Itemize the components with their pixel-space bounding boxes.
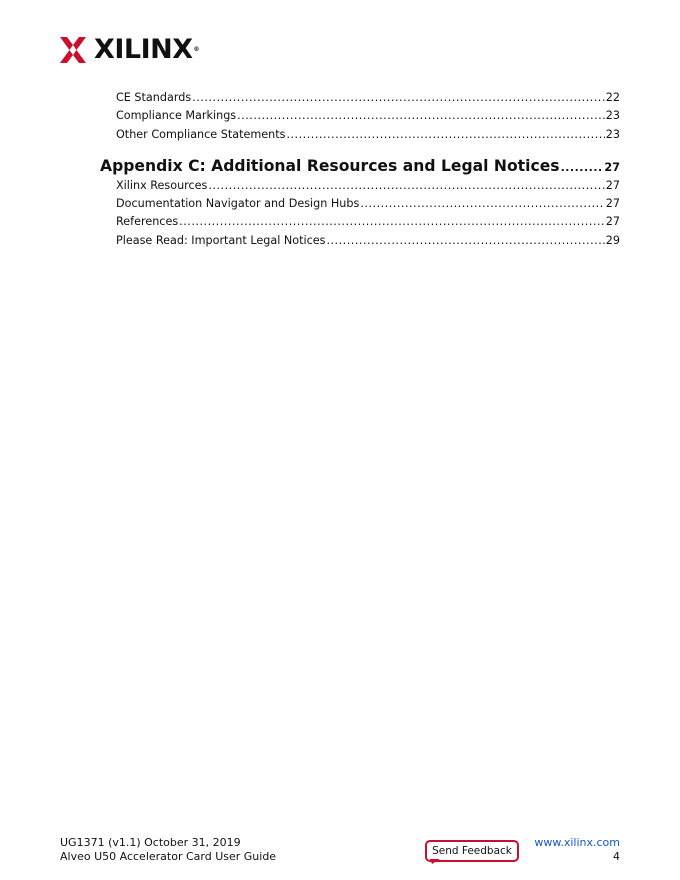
footer-doc-title: Alveo U50 Accelerator Card User Guide: [60, 850, 277, 863]
toc-entry-page: 27: [605, 215, 620, 228]
toc-entry-page: 23: [605, 128, 620, 141]
toc-entry-documentation-navigator[interactable]: [116, 197, 620, 210]
footer-doc-info: [60, 836, 276, 864]
toc-entry-label: Please Read: Important Legal Notices: [116, 234, 326, 247]
footer-doc-id: UG1371 (v1.1) October 31, 2019: [60, 836, 241, 849]
toc-entry-page: 22: [605, 91, 620, 104]
toc-entry-compliance-markings[interactable]: [116, 109, 620, 122]
dot-leader: [208, 179, 604, 192]
dot-leader: [561, 161, 604, 174]
toc-entry-page: 27: [605, 179, 620, 192]
logo-wordmark: XILINX®: [94, 34, 200, 65]
toc-entry-label: Compliance Markings: [116, 109, 237, 122]
toc-entry-xilinx-resources[interactable]: [116, 179, 620, 192]
dot-leader: [326, 234, 604, 247]
send-feedback-button[interactable]: Send Feedback: [425, 840, 519, 862]
xilinx-mark-icon: [60, 37, 86, 63]
toc-entry-label: Xilinx Resources: [116, 179, 208, 192]
dot-leader: [237, 109, 605, 122]
toc-entry-page: 27: [604, 161, 620, 174]
dot-leader: [192, 91, 605, 104]
toc-entry-page: 23: [605, 109, 620, 122]
xilinx-logo: [60, 36, 199, 64]
toc-entry-label: Documentation Navigator and Design Hubs: [116, 197, 360, 210]
dot-leader: [286, 128, 604, 141]
toc-entry-appendix-c[interactable]: [100, 157, 620, 175]
toc-entry-other-compliance[interactable]: [116, 128, 620, 141]
website-link[interactable]: www.xilinx.com: [534, 836, 620, 849]
toc-entry-ce-standards[interactable]: [116, 91, 620, 104]
dot-leader: [360, 197, 604, 210]
toc-entry-label: CE Standards: [116, 91, 192, 104]
toc-entry-page: 29: [605, 234, 620, 247]
feedback-pointer-icon: [430, 859, 440, 864]
toc-entry-page: 27: [605, 197, 620, 210]
page-number: 4: [613, 850, 620, 863]
dot-leader: [179, 215, 605, 228]
toc-entry-label: References: [116, 215, 179, 228]
toc-entry-label: Other Compliance Statements: [116, 128, 286, 141]
toc-entry-references[interactable]: [116, 215, 620, 228]
footer-site-info: [534, 836, 620, 864]
toc-entry-label: Appendix C: Additional Resources and Legal Notices: [100, 157, 560, 175]
toc-entry-legal-notices[interactable]: [116, 234, 620, 247]
